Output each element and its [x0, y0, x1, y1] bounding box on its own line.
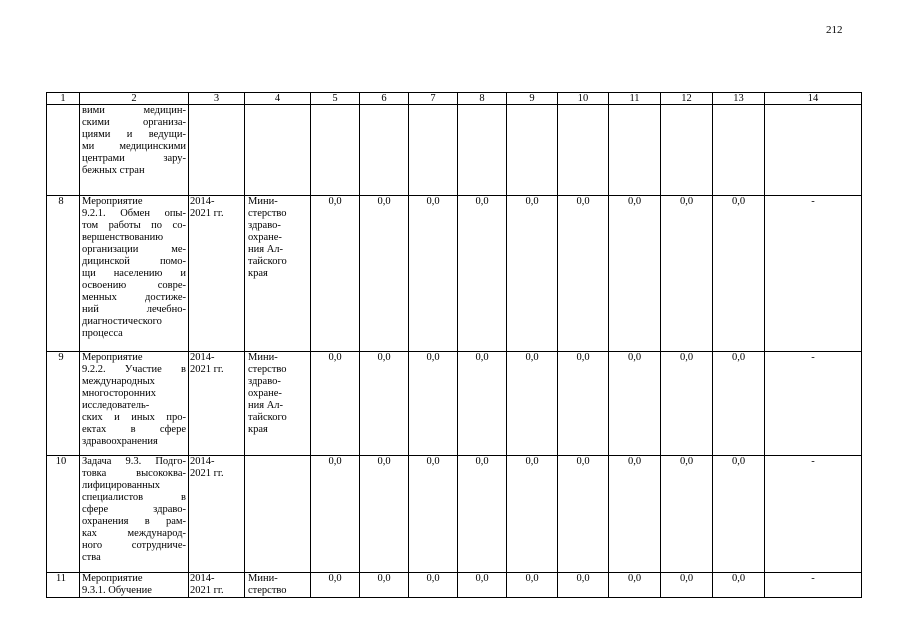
row-name-line: ектах в сфере [82, 424, 186, 435]
row-number: 10 [47, 456, 80, 573]
row-executor-line: Мини- [248, 352, 278, 363]
row-name-line: скими организа- [82, 117, 186, 128]
column-header-11: 11 [609, 93, 661, 105]
row-name-line: ства [82, 552, 101, 563]
row-value: 0,0 [458, 352, 507, 456]
row-name-line: ного сотрудниче- [82, 540, 186, 551]
row-period-line: 2014- [190, 196, 215, 207]
row-value: 0,0 [661, 573, 713, 598]
row-executor-line: здраво- [248, 376, 281, 387]
column-header-12: 12 [661, 93, 713, 105]
row-number: 8 [47, 196, 80, 352]
row-note [765, 105, 862, 196]
row-period [189, 573, 245, 598]
row-value: 0,0 [507, 196, 558, 352]
row-executor [245, 456, 311, 573]
row-value: 0,0 [507, 456, 558, 573]
row-value [458, 105, 507, 196]
row-name-line: центрами зару- [82, 153, 186, 164]
row-value: 0,0 [661, 196, 713, 352]
row-value: 0,0 [311, 573, 360, 598]
row-value: 0,0 [311, 196, 360, 352]
row-executor-line: края [248, 268, 268, 279]
row-name [80, 105, 189, 196]
row-number: 11 [47, 573, 80, 598]
row-executor-line: края [248, 424, 268, 435]
row-number [47, 105, 80, 196]
row-executor-line: здраво- [248, 220, 281, 231]
row-name-line: лифицированных [82, 480, 161, 491]
row-executor [245, 105, 311, 196]
row-number: 9 [47, 352, 80, 456]
row-value: 0,0 [409, 573, 458, 598]
row-name-line: том работы по со- [82, 220, 186, 231]
column-header-8: 8 [458, 93, 507, 105]
row-executor-line: стерство [248, 208, 287, 219]
row-value: 0,0 [713, 573, 765, 598]
row-name-line: дицинской помо- [82, 256, 186, 267]
row-name [80, 573, 189, 598]
row-value: 0,0 [458, 573, 507, 598]
row-value [661, 105, 713, 196]
row-value: 0,0 [661, 352, 713, 456]
row-note: - [765, 196, 862, 352]
column-header-3: 3 [189, 93, 245, 105]
row-name-line: Мероприятие [82, 352, 143, 363]
row-value: 0,0 [661, 456, 713, 573]
row-executor [245, 352, 311, 456]
row-value [558, 105, 609, 196]
row-executor-line: Мини- [248, 573, 278, 584]
row-value: 0,0 [360, 573, 409, 598]
row-value: 0,0 [713, 196, 765, 352]
row-value: 0,0 [311, 456, 360, 573]
row-value [409, 105, 458, 196]
table-row [47, 456, 862, 573]
row-executor-line: стерство [248, 585, 287, 596]
page-number: 212 [826, 24, 843, 36]
column-header-4: 4 [245, 93, 311, 105]
row-period [189, 105, 245, 196]
row-period [189, 456, 245, 573]
row-executor-line: тайского [248, 412, 287, 423]
row-executor [245, 573, 311, 598]
row-name-line: освоению совре- [82, 280, 186, 291]
column-header-6: 6 [360, 93, 409, 105]
column-header-13: 13 [713, 93, 765, 105]
row-value: 0,0 [360, 196, 409, 352]
column-header-2: 2 [80, 93, 189, 105]
table-row [47, 196, 862, 352]
row-name [80, 196, 189, 352]
row-value: 0,0 [409, 456, 458, 573]
column-header-14: 14 [765, 93, 862, 105]
row-value [311, 105, 360, 196]
row-name-line: Задача 9.3. Подго- [82, 456, 186, 467]
row-value: 0,0 [409, 352, 458, 456]
row-name-line: вершенствованию [82, 232, 164, 243]
row-value: 0,0 [360, 352, 409, 456]
row-executor-line: Мини- [248, 196, 278, 207]
row-value [713, 105, 765, 196]
row-period [189, 352, 245, 456]
row-name-line: 9.2.1. Обмен опы- [82, 208, 186, 219]
table-header-row [47, 93, 862, 105]
row-value: 0,0 [458, 456, 507, 573]
row-value: 0,0 [713, 352, 765, 456]
row-value: 0,0 [558, 456, 609, 573]
row-name [80, 456, 189, 573]
row-value: 0,0 [609, 456, 661, 573]
row-name [80, 352, 189, 456]
row-name-line: циями и ведущи- [82, 129, 186, 140]
row-name-line: менных достиже- [82, 292, 186, 303]
row-executor-line: стерство [248, 364, 287, 375]
row-period [189, 196, 245, 352]
column-header-10: 10 [558, 93, 609, 105]
row-period-line: 2021 гг. [190, 364, 224, 375]
row-value: 0,0 [609, 573, 661, 598]
table-row [47, 573, 862, 598]
row-value: 0,0 [558, 196, 609, 352]
row-executor-line: охране- [248, 232, 282, 243]
row-name-line: ках международ- [82, 528, 186, 539]
row-name-line: сфере здраво- [82, 504, 186, 515]
row-period-line: 2021 гг. [190, 468, 224, 479]
row-period-line: 2014- [190, 456, 215, 467]
row-value: 0,0 [360, 456, 409, 573]
row-period-line: 2014- [190, 573, 215, 584]
row-name-line: щи населению и [82, 268, 186, 279]
row-note: - [765, 456, 862, 573]
row-name-line: ских и иных про- [82, 412, 186, 423]
row-executor-line: охране- [248, 388, 282, 399]
row-executor-line: ния Ал- [248, 400, 284, 411]
row-value: 0,0 [507, 573, 558, 598]
row-value: 0,0 [311, 352, 360, 456]
row-name-line: 9.3.1. Обучение [82, 585, 152, 596]
row-name-line: охранения в рам- [82, 516, 186, 527]
row-name-line: международных [82, 376, 155, 387]
row-name-line: вими медицин- [82, 105, 186, 116]
row-period-line: 2021 гг. [190, 208, 224, 219]
row-name-line: Мероприятие [82, 573, 143, 584]
row-value [609, 105, 661, 196]
row-value: 0,0 [609, 196, 661, 352]
row-value [360, 105, 409, 196]
row-name-line: процесса [82, 328, 123, 339]
row-value [507, 105, 558, 196]
row-name-line: бежных стран [82, 165, 145, 176]
row-value: 0,0 [558, 573, 609, 598]
row-name-line: 9.2.2. Участие в [82, 364, 186, 375]
row-note: - [765, 352, 862, 456]
program-table [46, 92, 862, 598]
row-executor-line: тайского [248, 256, 287, 267]
row-name-line: ний лечебно- [82, 304, 186, 315]
row-name-line: товка высококва- [82, 468, 186, 479]
column-header-9: 9 [507, 93, 558, 105]
row-value: 0,0 [507, 352, 558, 456]
row-name-line: ми медицинскими [82, 141, 186, 152]
row-period-line: 2021 гг. [190, 585, 224, 596]
row-name-line: многосторонних [82, 388, 157, 399]
column-header-1: 1 [47, 93, 80, 105]
row-value: 0,0 [713, 456, 765, 573]
row-name-line: исследователь- [82, 400, 150, 411]
row-value: 0,0 [609, 352, 661, 456]
row-executor-line: ния Ал- [248, 244, 284, 255]
row-note: - [765, 573, 862, 598]
row-value: 0,0 [458, 196, 507, 352]
row-name-line: диагностического [82, 316, 162, 327]
table-row [47, 352, 862, 456]
row-name-line: организации ме- [82, 244, 186, 255]
row-name-line: специалистов в [82, 492, 186, 503]
table-row [47, 105, 862, 196]
row-value: 0,0 [409, 196, 458, 352]
row-name-line: здравоохранения [82, 436, 158, 447]
row-period-line: 2014- [190, 352, 215, 363]
row-executor [245, 196, 311, 352]
row-name-line: Мероприятие [82, 196, 143, 207]
row-value: 0,0 [558, 352, 609, 456]
column-header-7: 7 [409, 93, 458, 105]
column-header-5: 5 [311, 93, 360, 105]
